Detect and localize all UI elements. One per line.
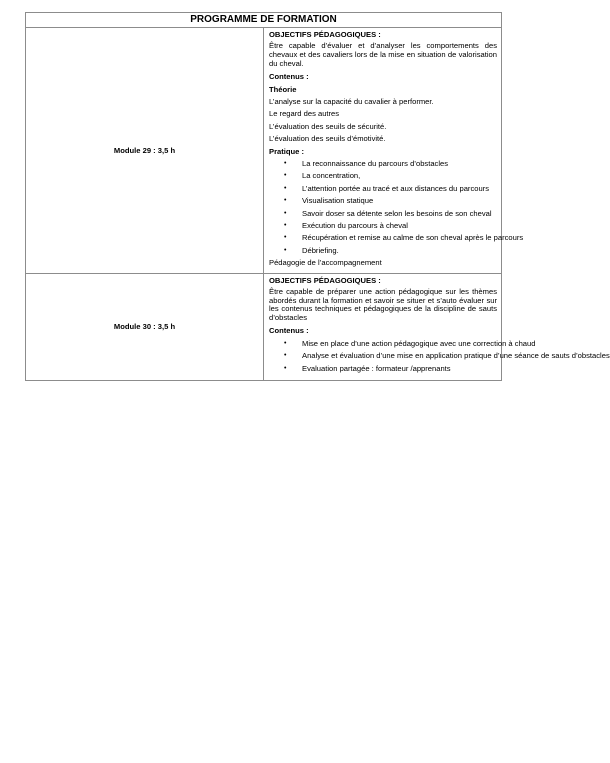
list-item-text: Récupération et remise au calme de son cheval après le parcours	[302, 233, 524, 243]
contents-heading: Contenus :	[269, 72, 309, 82]
training-program-table	[25, 12, 610, 381]
list-item-text: La reconnaissance du parcours d’obstacles	[302, 159, 449, 169]
list-item-text: Evaluation partagée : formateur /apprenants	[302, 363, 451, 373]
bullet-icon: •	[284, 339, 287, 347]
list-item	[269, 245, 497, 257]
theory-heading: Théorie	[269, 84, 297, 94]
table-header-row	[26, 13, 502, 28]
bullet-icon: •	[284, 246, 287, 254]
list-item-text: Analyse et évaluation d’une mise en application pratique d’une séance de sauts d’obstacles	[302, 351, 610, 361]
module-29-row	[26, 28, 502, 274]
theory-item: L’analyse sur la capacité du cavalier à performer.	[269, 97, 434, 106]
list-item-text: Visualisation statique	[302, 196, 374, 206]
bullet-icon: •	[284, 160, 287, 168]
module-30-content	[264, 273, 610, 380]
list-item	[269, 208, 497, 220]
bullet-icon: •	[284, 222, 287, 230]
objectives-heading: OBJECTIFS PÉDAGOGIQUES :	[269, 275, 381, 285]
closing-text: Pédagogie de l’accompagnement	[269, 258, 382, 268]
module-29-label: Module 29 : 3,5 h	[26, 28, 264, 274]
list-item	[269, 183, 497, 195]
bullet-icon: •	[284, 172, 287, 180]
objectives-heading: OBJECTIFS PÉDAGOGIQUES :	[269, 30, 381, 39]
bullet-icon: •	[284, 209, 287, 217]
bullet-icon: •	[284, 234, 287, 242]
table-title: PROGRAMME DE FORMATION	[26, 13, 502, 28]
list-item	[269, 363, 497, 375]
list-item-text: Savoir doser sa détente selon les besoins de son cheval	[302, 208, 492, 218]
theory-item: L’évaluation des seuils d’émotivité.	[269, 134, 386, 144]
list-item-text: La concentration,	[302, 171, 361, 181]
bullet-icon: •	[284, 197, 287, 205]
module-30-label: Module 30 : 3,5 h	[26, 273, 264, 380]
theory-item: Le regard des autres	[269, 109, 340, 119]
objectives-text: Être capable de préparer une action pédagogique sur les thèmes abordés durant la formation et savoir se situer et s’auto évaluer sur les contenus techniques et pédagogiques de la discipline de sauts d’obstacles	[269, 287, 497, 322]
list-item	[269, 232, 524, 244]
module-29-content	[264, 28, 524, 274]
list-item	[269, 338, 536, 350]
list-item-text: Débriefing.	[302, 245, 339, 255]
objectives-text: Être capable d’évaluer et d’analyser les comportements des chevaux et des cavaliers lors de la mise en situation de valorisation du cheval.	[269, 41, 497, 68]
list-item-text: Mise en place d’une action pédagogique avec une correction à chaud	[302, 338, 536, 348]
practice-heading: Pratique :	[269, 146, 305, 156]
list-item	[269, 350, 610, 362]
theory-item: L’évaluation des seuils de sécurité.	[269, 121, 387, 131]
list-item	[269, 170, 497, 182]
module-30-row	[26, 273, 502, 380]
contents-list	[269, 338, 610, 375]
bullet-icon: •	[284, 184, 287, 192]
list-item	[269, 158, 497, 170]
list-item-text: L’attention portée au tracé et aux distances du parcours	[302, 183, 490, 193]
list-item	[269, 220, 497, 232]
bullet-icon: •	[284, 352, 287, 360]
contents-heading: Contenus :	[269, 326, 309, 336]
list-item-text: Exécution du parcours à cheval	[302, 221, 408, 231]
bullet-icon: •	[284, 364, 287, 372]
list-item	[269, 195, 497, 207]
practice-list	[269, 158, 524, 257]
